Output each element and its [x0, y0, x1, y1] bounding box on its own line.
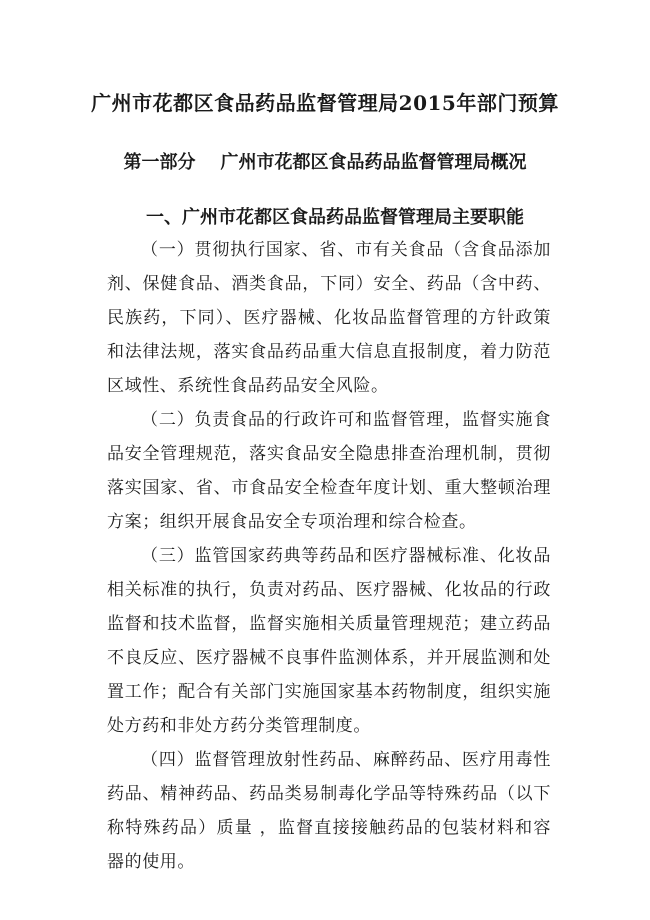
- document-title: 广州市花都区食品药品监督管理局2015年部门预算: [91, 91, 559, 115]
- body-text: [107, 233, 551, 879]
- section-heading: 一、广州市花都区食品药品监督管理局主要职能: [146, 207, 524, 228]
- paragraph-2: （二）负责食品的行政许可和监督管理，监督实施食品安全管理规范，落实食品安全隐患排查治理机制，贯彻落实国家、省、市食品安全检查年度计划、重大整顿治理方案；组织开展食品安全专项治理和综合检查。: [107, 410, 551, 532]
- part-title: 第一部分 广州市花都区食品药品监督管理局概况: [123, 152, 527, 173]
- paragraph-3: （三）监管国家药典等药品和医疗器械标准、化妆品相关标准的执行，负责对药品、医疗器械、化妆品的行政监督和技术监督，监督实施相关质量管理规范；建立药品不良反应、医疗器械不良事件监测体系，并开展监测和处置工作；配合有关部门实施国家基本药物制度，组织实施处方药和非处方药分类管理制度。: [107, 546, 551, 736]
- paragraph-1: （一）贯彻执行国家、省、市有关食品（含食品添加剂、保健食品、酒类食品，下同）安全、药品（含中药、民族药，下同）、医疗器械、化妆品监督管理的方针政策和法律法规，落实食品药品重大信息直报制度，着力防范区域性、系统性食品药品安全风险。: [107, 240, 551, 396]
- paragraph-4: （四）监督管理放射性药品、麻醉药品、医疗用毒性药品、精神药品、药品类易制毒化学品等特殊药品（以下称特殊药品）质量 ，监督直接接触药品的包装材料和容器的使用。: [107, 750, 551, 872]
